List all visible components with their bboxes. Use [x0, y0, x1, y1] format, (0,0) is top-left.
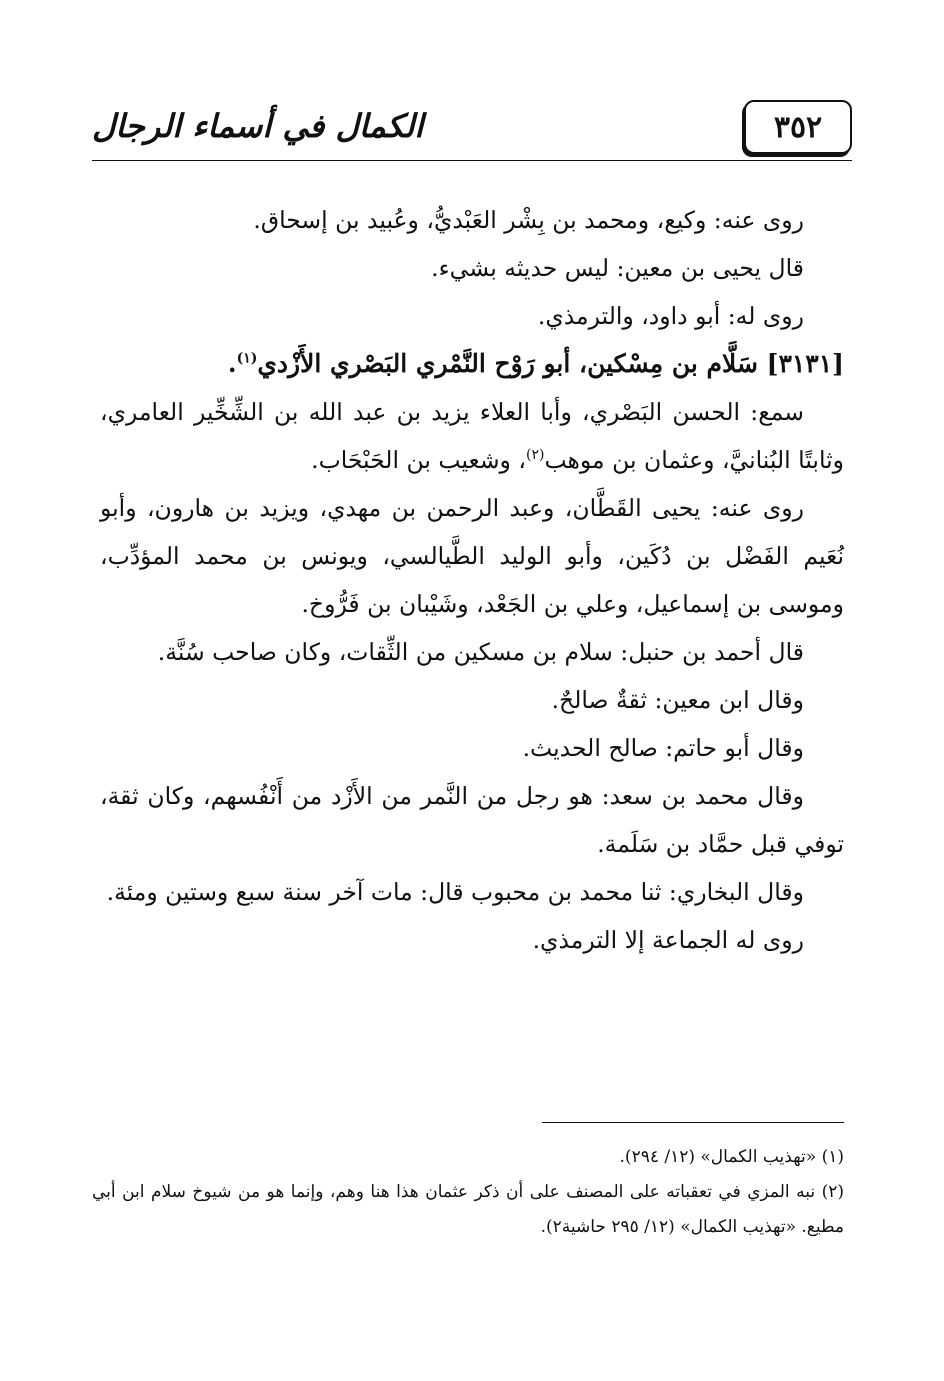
entry-heading-text: [٣١٣١] سَلَّام بن مِسْكين، أبو رَوْح النَّمْري البَصْري الأَزْدي: [257, 349, 844, 378]
running-title: الكمال في أسماء الرجال: [92, 107, 424, 145]
page-number: ٣٥٢: [744, 100, 852, 154]
paragraph-ibn-maeen: قال يحيى بن معين: ليس حديثه بشيء.: [431, 254, 804, 282]
main-text: [100, 196, 844, 964]
footnote-ref-2: (٢): [525, 447, 545, 464]
header-divider: [92, 160, 852, 161]
paragraph-narrators-from: روى عنه: وكيع، ومحمد بن بِشْر العَبْديُّ، وعُبيد بن إسحاق.: [253, 206, 804, 234]
entry-heading-end: .: [227, 349, 237, 378]
paragraph-students: روى عنه: يحيى القَطَّان، وعبد الرحمن بن مهدي، ويزيد بن هارون، وأبو نُعَيم الفَضْل بن دُكَين، وأبو الوليد الطَّيالسي، ويونس بن محمد المؤدِّب، وموسى بن إسماعيل، وعلي بن الجَعْد، وشَيْبان بن فَرُّوخ.: [100, 494, 844, 618]
entry-heading: [100, 340, 844, 388]
paragraph-ibn-maeen-2: وقال ابن معين: ثقةٌ صالحٌ.: [551, 686, 804, 714]
paragraph-jamaah: روى له الجماعة إلا الترمذي.: [532, 926, 804, 954]
footnote-ref-1: (١): [236, 350, 258, 367]
footnote-divider: [542, 1122, 844, 1123]
footnote-1: (١) «تهذيب الكمال» (١٢/ ٢٩٤).: [619, 1147, 844, 1167]
footnote-2: (٢) نبه المزي في تعقباته على المصنف على أن ذكر عثمان هذا هنا وهم، وإنما هو من شيوخ سلام ابن أبي مطيع. «تهذيب الكمال» (١٢/ ٢٩٥ حاشية٢).: [92, 1182, 844, 1237]
heard-from-text: سمع: الحسن البَصْري، وأبا العلاء يزيد بن عبد الله بن الشِّخِّير العامري، وثابتًا البُنانيَّ، وعثمان بن موهب: [100, 398, 844, 474]
heard-from-end: ، وشعيب بن الحَبْحَاب.: [311, 446, 526, 474]
paragraph-narrated-by: روى له: أبو داود، والترمذي.: [537, 302, 804, 330]
page-header: [92, 92, 852, 160]
footnotes: [92, 1140, 844, 1245]
paragraph-heard-from: [100, 388, 844, 484]
paragraph-ahmad: قال أحمد بن حنبل: سلام بن مسكين من الثِّقات، وكان صاحب سُنَّة.: [157, 638, 804, 666]
paragraph-abu-hatim: وقال أبو حاتم: صالح الحديث.: [522, 734, 804, 762]
paragraph-bukhari: وقال البخاري: ثنا محمد بن محبوب قال: مات آخر سنة سبع وستين ومئة.: [106, 878, 804, 906]
paragraph-ibn-saad: وقال محمد بن سعد: هو رجل من النَّمر من الأَزْد من أَنْفُسهم، وكان ثقة، توفي قبل حمَّاد بن سَلَمة.: [100, 782, 844, 858]
